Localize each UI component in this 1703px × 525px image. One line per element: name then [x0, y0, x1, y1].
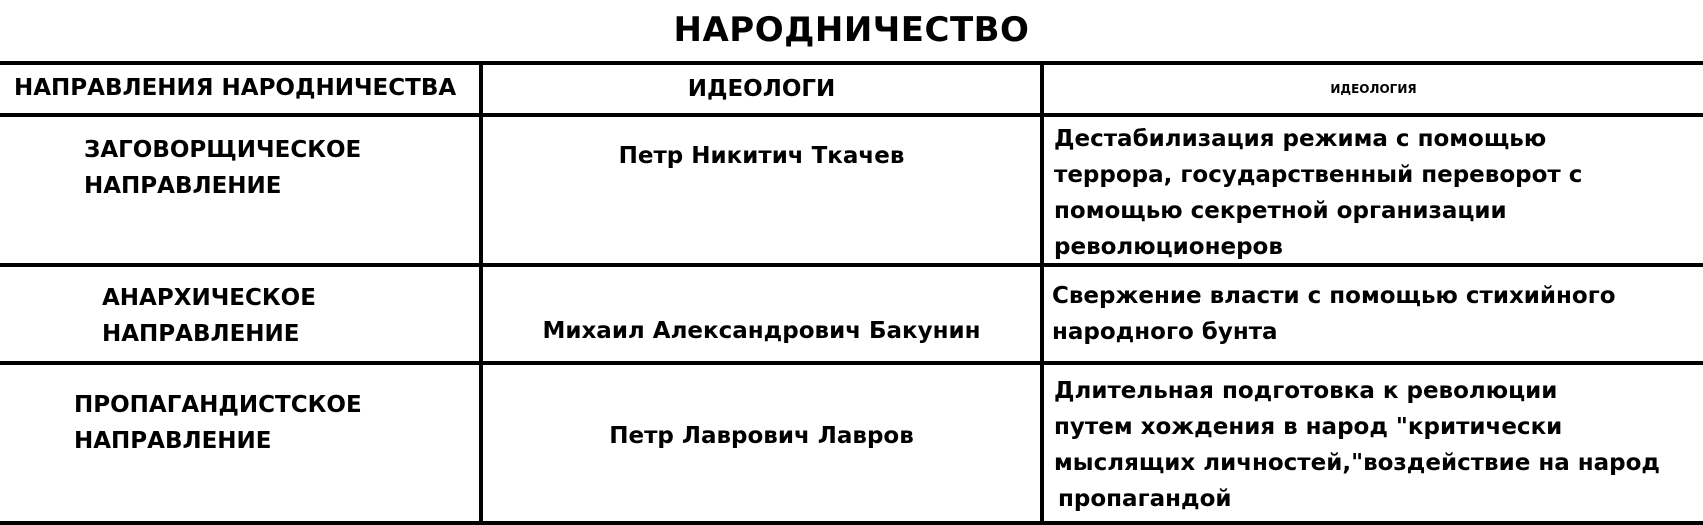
header-directions: НАПРАВЛЕНИЯ НАРОДНИЧЕСТВА: [14, 75, 457, 101]
header-bottom-border: [0, 113, 1703, 117]
page-title: НАРОДНИЧЕСТВО: [673, 10, 1030, 50]
ideology-text: террора, государственный переворот с: [1054, 162, 1583, 188]
ideologist-name: Михаил Александрович Бакунин: [542, 318, 981, 344]
direction-label: НАПРАВЛЕНИЕ: [102, 321, 300, 347]
direction-label: АНАРХИЧЕСКОЕ: [102, 285, 316, 311]
ideology-text: народного бунта: [1052, 319, 1278, 345]
ideologist-name: Петр Никитич Ткачев: [618, 143, 905, 169]
ideology-text: Длительная подготовка к революции: [1054, 378, 1558, 404]
column-divider-1: [479, 63, 483, 525]
ideology-text: пропагандой: [1058, 486, 1232, 512]
table-bottom-border: [0, 521, 1703, 525]
table-top-border: [0, 61, 1703, 65]
ideology-text: Дестабилизация режима с помощью: [1054, 126, 1547, 152]
header-ideologists: ИДЕОЛОГИ: [687, 76, 836, 102]
row-1-bottom-border: [0, 263, 1703, 267]
ideologist-name: Петр Лаврович Лавров: [609, 423, 914, 449]
ideology-text: мыслящих личностей,"воздействие на народ: [1054, 450, 1660, 476]
column-divider-2: [1040, 63, 1044, 525]
header-ideology: ИДЕОЛОГИЯ: [1330, 82, 1417, 96]
row-2-bottom-border: [0, 361, 1703, 365]
direction-label: НАПРАВЛЕНИЕ: [74, 428, 272, 454]
ideology-text: путем хождения в народ "критически: [1054, 414, 1563, 440]
ideology-text: революционеров: [1054, 234, 1283, 260]
direction-label: ЗАГОВОРЩИЧЕСКОЕ: [84, 137, 362, 163]
direction-label: ПРОПАГАНДИСТСКОЕ: [74, 392, 362, 418]
ideology-text: помощью секретной организации: [1054, 198, 1507, 224]
ideology-text: Свержение власти с помощью стихийного: [1052, 283, 1616, 309]
direction-label: НАПРАВЛЕНИЕ: [84, 173, 282, 199]
